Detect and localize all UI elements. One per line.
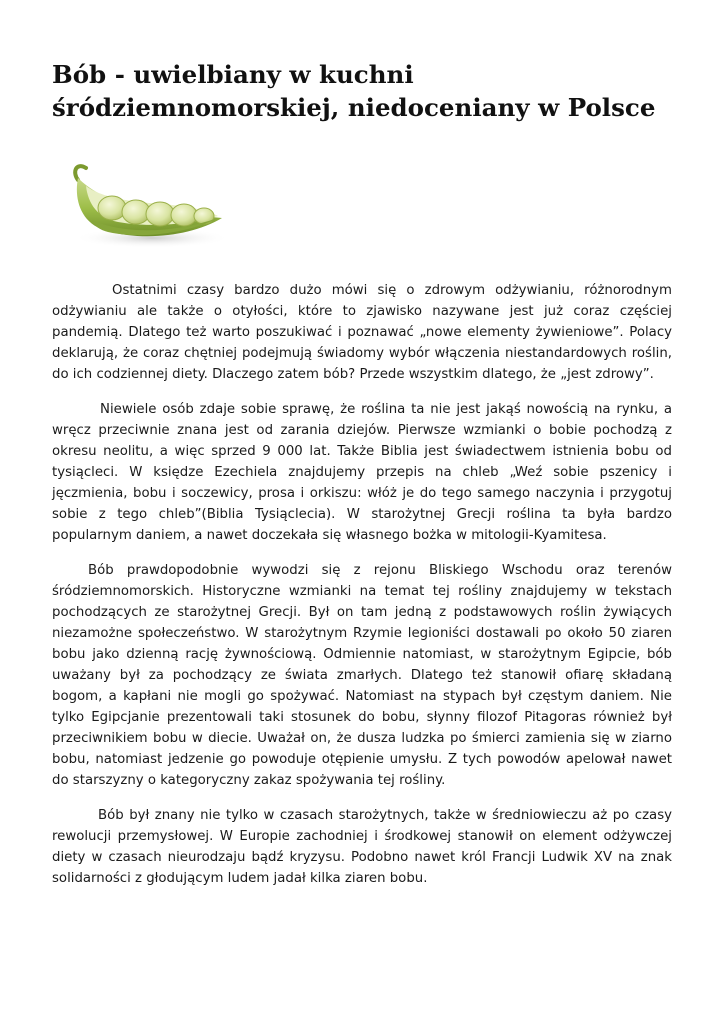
article-title: Bób - uwielbiany w kuchni śródziemnomorskiej, niedoceniany w Polsce [52, 60, 656, 122]
article-paragraph: Ostatnimi czasy bardzo dużo mówi się o zdrowym odżywianiu, różnorodnym odżywianiu ale także o otyłości, które to zjawisko nazywane jest już coraz częściej pandemią. Dlatego też warto poszukiwać i poznawać „nowe elementy żywieniowe”. Polacy deklarują, że coraz chętniej podejmują świadomy wybór włączenia niestandardowych roślin, do ich codziennej diety. Dlaczego zatem bób? Przede wszystkim dlatego, że „jest zdrowy”. [52, 283, 672, 382]
article-paragraph: Niewiele osób zdaje sobie sprawę, że roślina ta nie jest jakąś nowością na rynku, a wręcz przeciwnie znana jest od zarania dziejów. Pierwsze wzmianki o bobie pochodzą z okresu neolitu, a więc sprzed 9 000 lat. Także Biblia jest świadectwem istnienia bobu od tysiącleci. W księdze Ezechiela znajdujemy przepis na chleb „Weź sobie pszenicy i jęczmienia, bobu i soczewicy, prosa i orkiszu: włóż je do tego samego naczynia i przygotuj sobie z tego chleb”(Biblia Tysiąclecia). W starożytnej Grecji roślina ta była bardzo popularnym daniem, a nawet doczekała się własnego bożka w mitologii-Kyamitesa. [52, 402, 672, 543]
broad-bean-pod-icon [52, 158, 228, 252]
article-paragraph: Bób był znany nie tylko w czasach starożytnych, także w średniowieczu aż po czasy rewolucji przemysłowej. W Europie zachodniej i środkowej stanowił on element odżywczej diety w czasach nieurodzaju bądź kryzysu. Podobno nawet król Francji Ludwik XV na znak solidarności z głodującym ludem jadał kilka ziaren bobu. [52, 808, 672, 886]
article-paragraph: Bób prawdopodobnie wywodzi się z rejonu Bliskiego Wschodu oraz terenów śródziemnomorskich. Historyczne wzmianki na temat tej rośliny znajdujemy w tekstach pochodzących ze starożytnej Grecji. Był on tam jedną z podstawowych roślin żywiących niezamożne społeczeństwo. W starożytnym Rzymie legioniści dostawali po około 50 ziaren bobu jako dzienną rację żywnościową. Odmiennie natomiast, w starożytnym Egipcie, bób uważany był za pochodzący ze świata zmarłych. Dlatego też stanowił ofiarę składaną bogom, a kapłani nie mogli go spożywać. Natomiast na stypach był częstym daniem. Nie tylko Egipcjanie prezentowali taki stosunek do bobu, słynny filozof Pitagoras również był przeciwnikiem bobu w diecie. Uważał on, że dusza ludzka po śmierci zamienia się w ziarno bobu, natomiast jedzenie go powoduje otępienie umysłu. Z tych powodów apelował nawet do starszyzny o kategoryczny zakaz spożywania tej rośliny. [52, 563, 672, 788]
article-body [52, 280, 672, 903]
